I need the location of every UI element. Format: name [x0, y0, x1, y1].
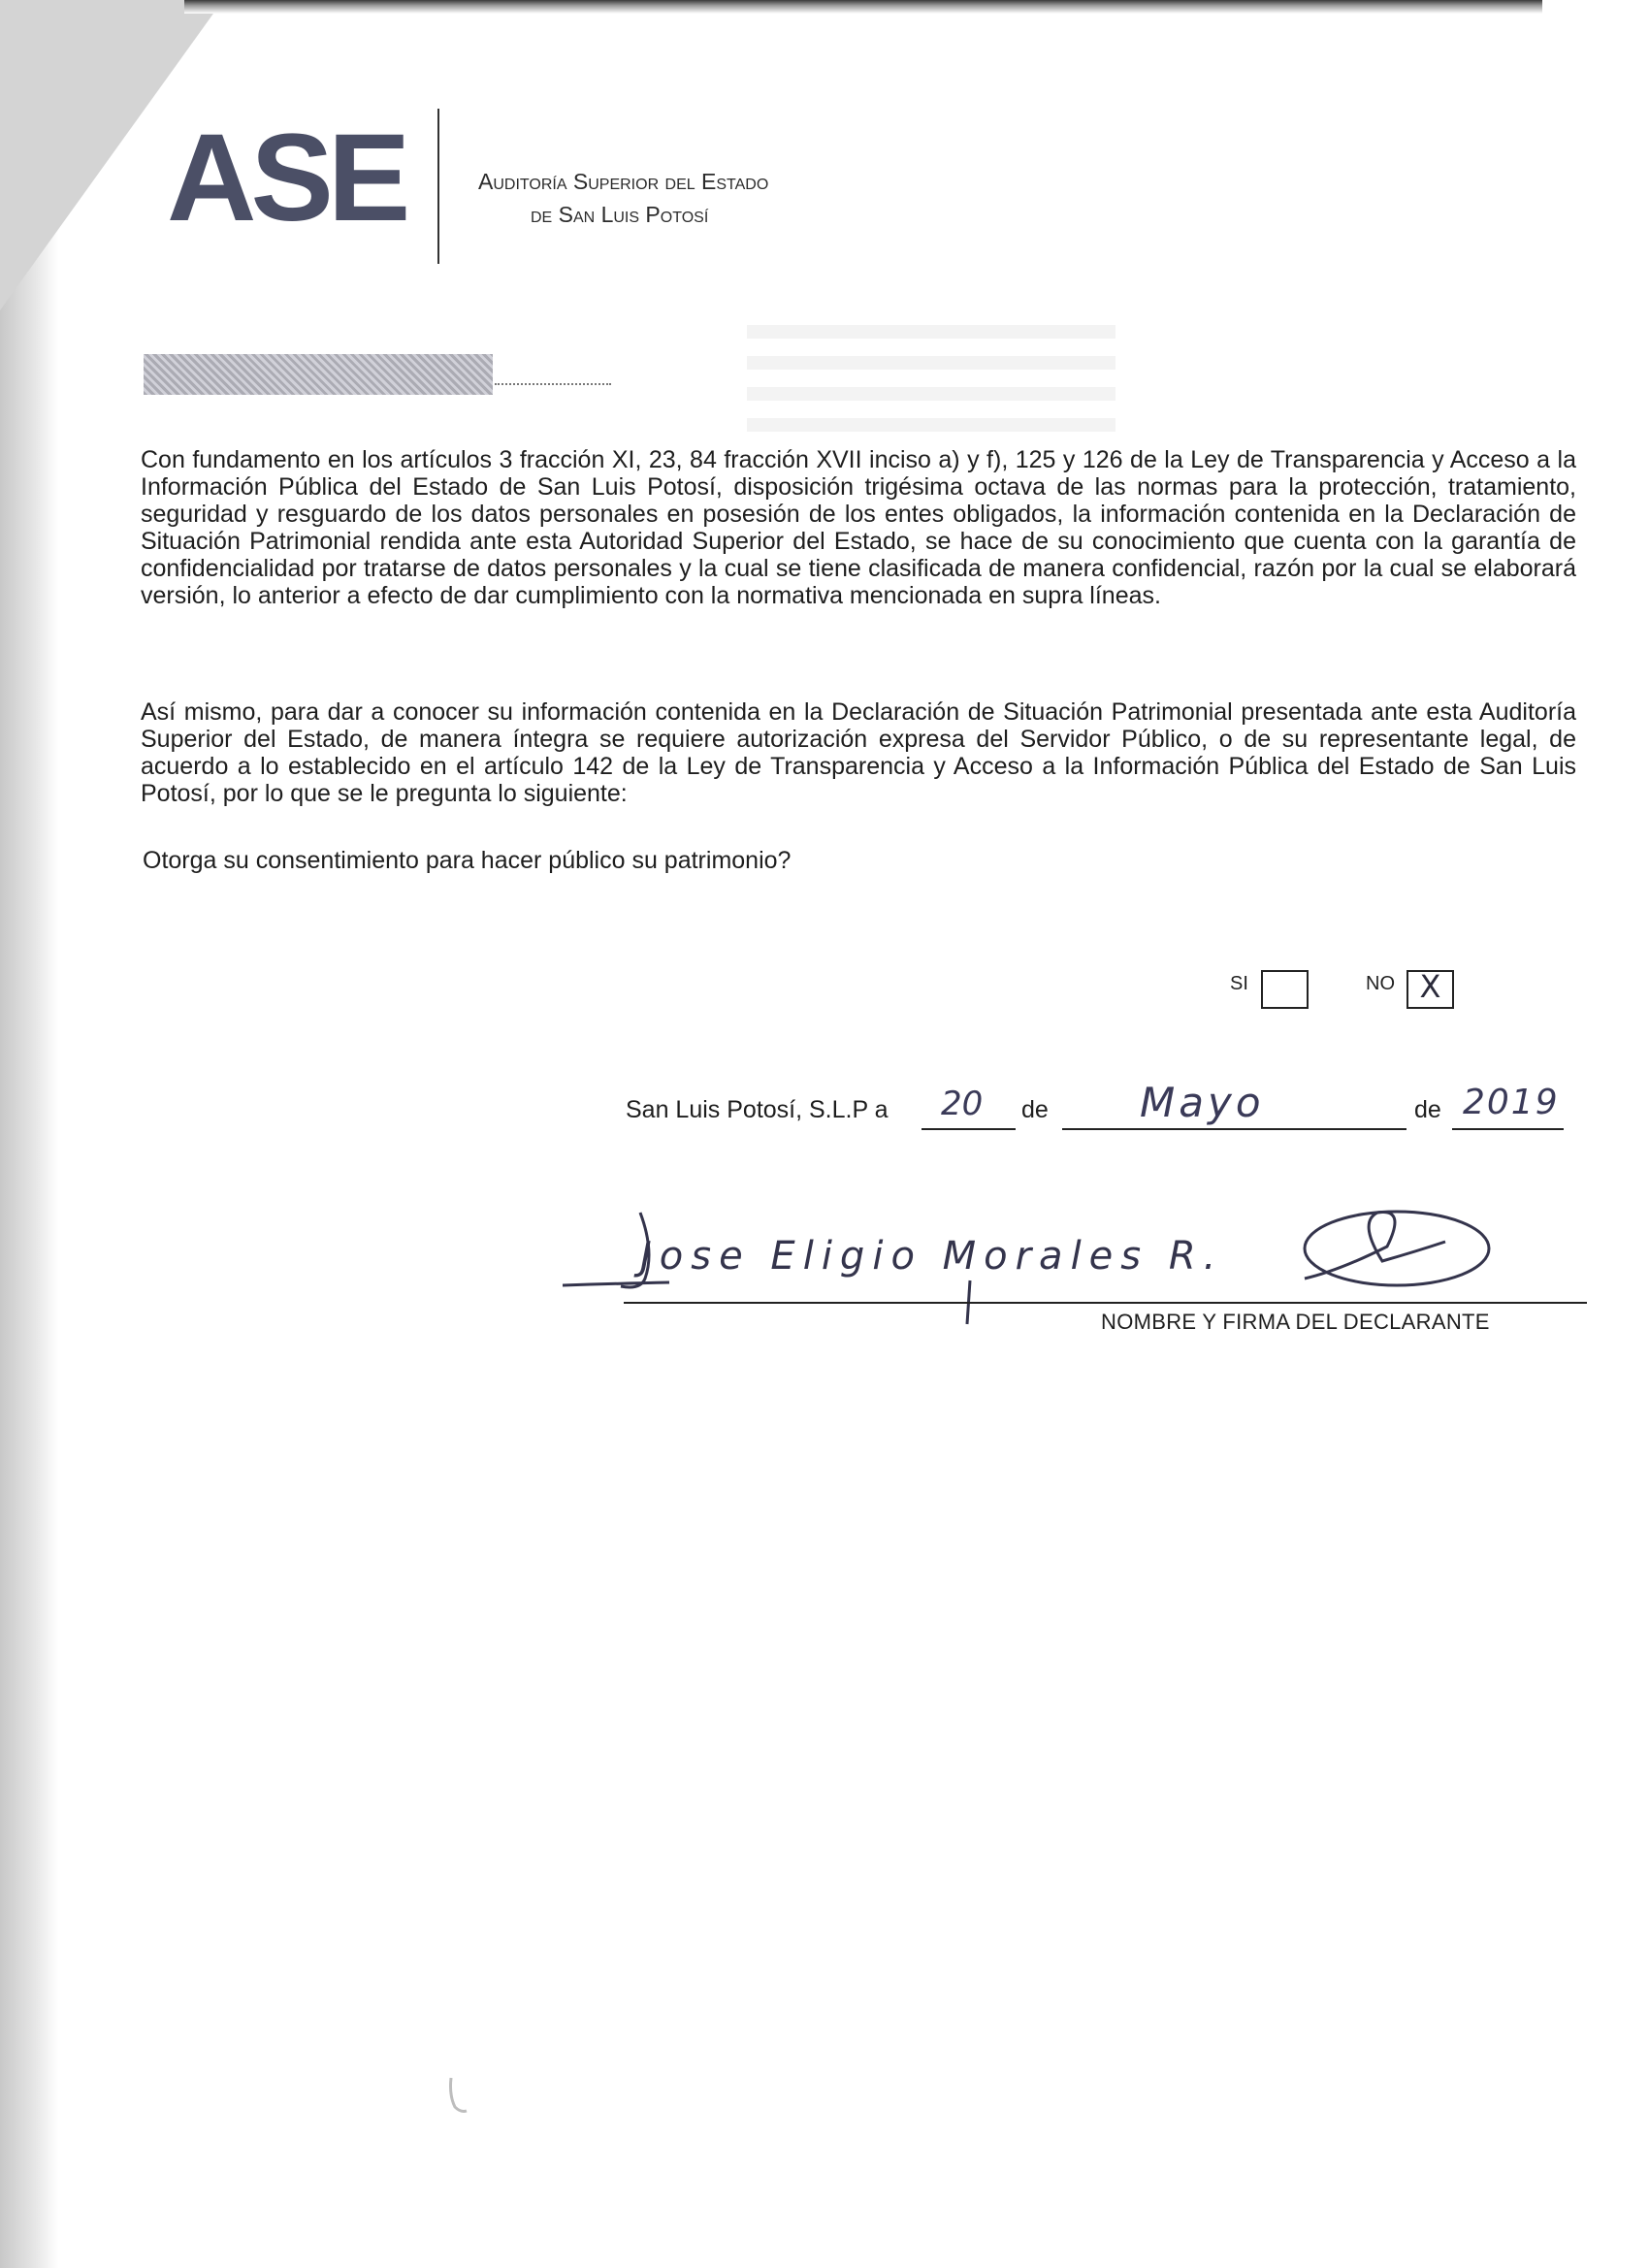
- redaction-trail: [495, 383, 611, 387]
- institution-name: [478, 165, 768, 231]
- no-checkbox[interactable]: [1406, 970, 1454, 1009]
- institution-line2: de San Luis Potosí: [531, 202, 709, 227]
- redacted-heading: [144, 354, 493, 395]
- no-label: NO: [1366, 973, 1395, 994]
- si-checkbox[interactable]: [1261, 970, 1309, 1009]
- institution-line1: Auditoría Superior del Estado: [478, 169, 769, 194]
- no-check-mark: X: [1419, 968, 1441, 1005]
- paragraph-legal-basis: Con fundamento en los artículos 3 fracción XI, 23, 84 fracción XVII inciso a) y f), 125 y 126 de la Ley de Transparencia y Acceso a la Información Pública del Estado de San Luis Potosí, disposición trigésima octava de las normas para la protección, tratamiento, seguridad y resguardo de los datos personales en posesión de los entes obligados, la información contenida en la Declaración de Situación Patrimonial rendida ante esta Autoridad Superior del Estado, se hace de su conocimiento que cuenta con la garantía de confidencialidad por tratarse de datos personales y la cual se tiene clasificada de manera confidencial, razón por la cual se elaborará versión, lo anterior a efecto de dar cumplimiento con la normativa mencionada en supra líneas.: [141, 446, 1576, 609]
- logo-divider: [437, 109, 439, 264]
- name-underline-stroke: [563, 1282, 669, 1285]
- si-label: SI: [1230, 973, 1248, 994]
- name-hook-stroke: [621, 1213, 649, 1287]
- day-handwritten: 20: [941, 1085, 984, 1123]
- bleed-through-text: [747, 325, 1116, 432]
- consent-question: Otorga su consentimiento para hacer público su patrimonio?: [143, 847, 792, 874]
- year-handwritten: 2019: [1463, 1083, 1560, 1122]
- scan-smudge: [441, 2076, 470, 2115]
- date-place-prefix: San Luis Potosí, S.L.P a: [626, 1096, 889, 1123]
- paragraph-authorization: Así mismo, para dar a conocer su información contenida en la Declaración de Situación Patrimonial presentada ante esta Auditoría Superior del Estado, de manera íntegra se requiere autorización expresa del Servidor Público, o de su representante legal, de acuerdo a lo establecido en el artículo 142 de la Ley de Transparencia y Acceso a la Información Pública del Estado de San Luis Potosí, por lo que se le pregunta lo siguiente:: [141, 698, 1576, 807]
- month-handwritten: Mayo: [1140, 1079, 1265, 1126]
- signature-loop: [1305, 1212, 1489, 1285]
- signature-line[interactable]: [624, 1302, 1587, 1304]
- scan-edge-top: [184, 0, 1542, 14]
- declarant-name-handwritten: Jose Eligio Morales R.: [640, 1234, 1224, 1279]
- date-de-2: de: [1414, 1096, 1441, 1123]
- signature-label: NOMBRE Y FIRMA DEL DECLARANTE: [1101, 1310, 1490, 1334]
- day-blank[interactable]: [922, 1128, 1016, 1130]
- year-blank[interactable]: [1452, 1128, 1564, 1130]
- signature-flourish: [1305, 1212, 1445, 1279]
- scan-edge-left: [0, 0, 58, 2268]
- date-de-1: de: [1021, 1096, 1049, 1123]
- ase-logo: ASE: [167, 109, 405, 247]
- month-blank[interactable]: [1062, 1128, 1406, 1130]
